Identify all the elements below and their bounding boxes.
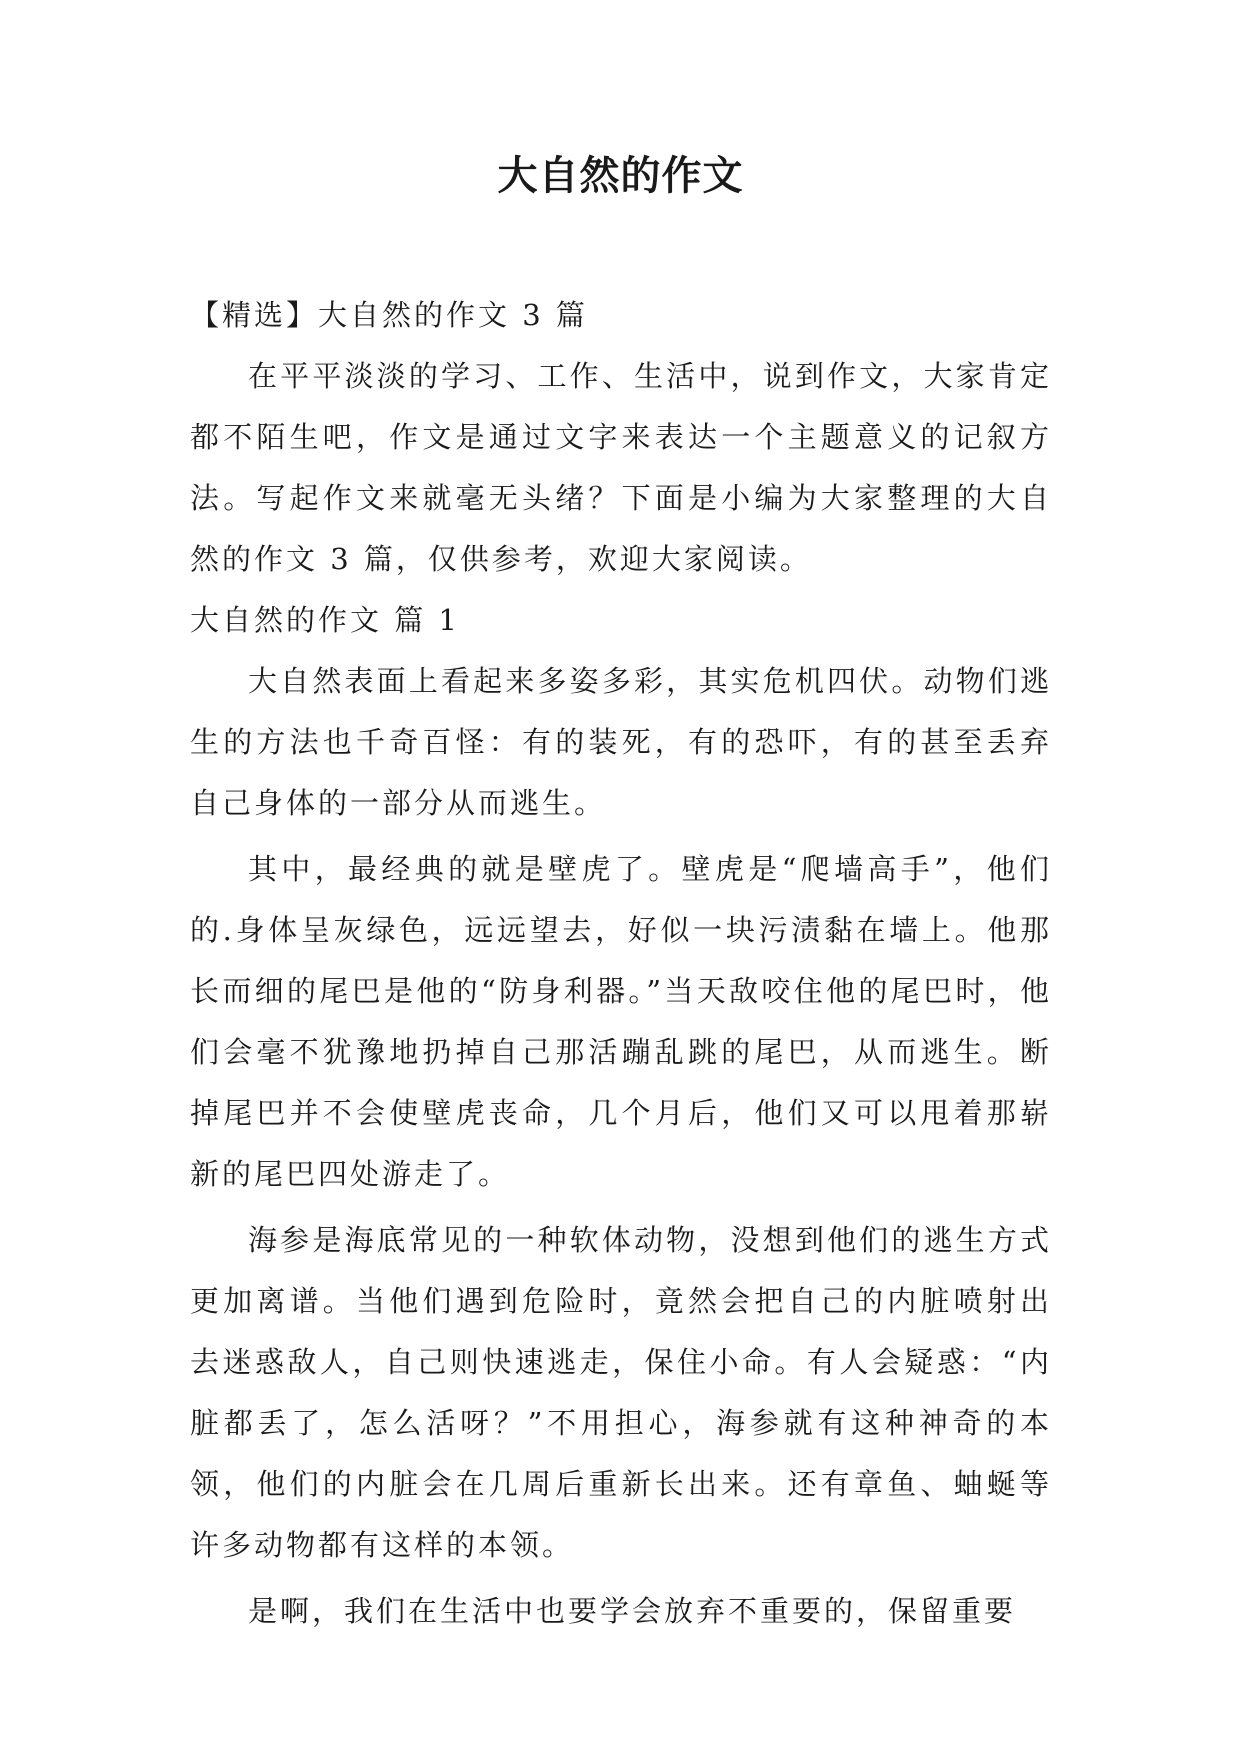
body-paragraph-3: 海参是海底常见的一种软体动物，没想到他们的逃生方式更加离谱。当他们遇到危险时，竟然会把自己的内脏喷射出去迷惑敌人，自己则快速逃走，保住小命。有人会疑惑：“内脏都丢了，怎么活呀？”不用担心，海参就有这种神奇的本领，他们的内脏会在几周后重新长出来。还有章鱼、蚰蜒等许多动物都有这样的本领。 — [190, 1223, 1052, 1562]
document-body — [190, 285, 1052, 1642]
intro-paragraph: 在平平淡淡的学习、工作、生活中，说到作文，大家肯定都不陌生吧，作文是通过文字来表达一个主题意义的记叙方法。写起作文来就毫无头绪？下面是小编为大家整理的大自然的作文 3 篇，仅供参考，欢迎大家阅读。 — [190, 359, 1052, 576]
body-paragraph-2: 其中，最经典的就是壁虎了。壁虎是“爬墙高手”，他们的.身体呈灰绿色，远远望去，好似一块污渍黏在墙上。他那长而细的尾巴是他的“防身利器。”当天敌咬住他的尾巴时，他们会毫不犹豫地扔掉自己那活蹦乱跳的尾巴，从而逃生。断掉尾巴并不会使壁虎丧命，几个月后，他们又可以甩着那崭新的尾巴四处游走了。 — [190, 852, 1052, 1191]
body-paragraph-4: 是啊，我们在生活中也要学会放弃不重要的，保留重要 — [248, 1594, 1017, 1628]
body-paragraph-1: 大自然表面上看起来多姿多彩，其实危机四伏。动物们逃生的方法也千奇百怪：有的装死，有的恐吓，有的甚至丢弃自己身体的一部分从而逃生。 — [190, 664, 1052, 820]
document-title: 大自然的作文 — [497, 153, 744, 199]
section-heading: 大自然的作文 篇 1 — [190, 603, 460, 637]
intro-label: 【精选】大自然的作文 3 篇 — [190, 298, 588, 332]
